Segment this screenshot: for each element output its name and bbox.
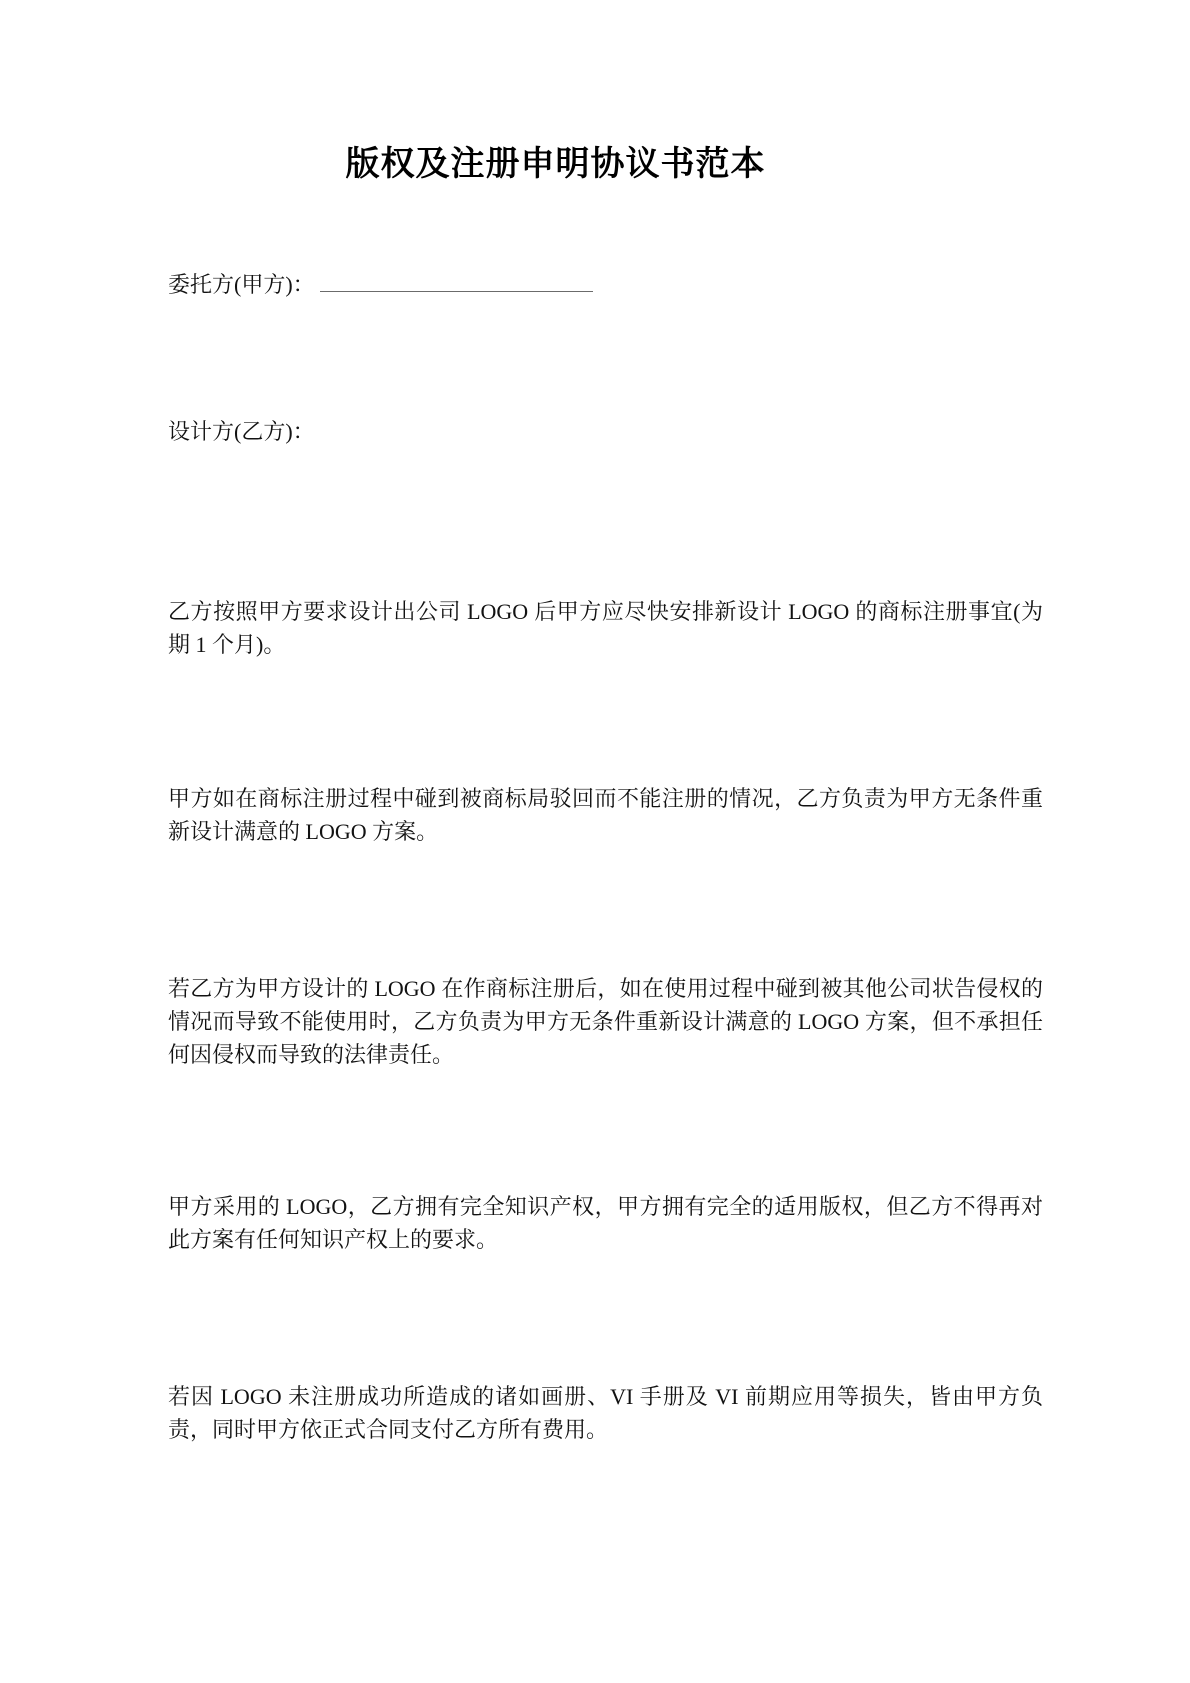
field-client-label: 委托方(甲方)：: [168, 272, 315, 297]
paragraph-rejection-redesign: 甲方如在商标注册过程中碰到被商标局驳回而不能注册的情况，乙方负责为甲方无条件重新设计满意的 LOGO 方案。: [168, 786, 1043, 844]
paragraph-infringement-liability: 若乙方为甲方设计的 LOGO 在作商标注册后，如在使用过程中碰到被其他公司状告侵权的情况而导致不能使用时，乙方负责为甲方无条件重新设计满意的 LOGO 方案，但不承担任何因侵权而导致的法律责任。: [168, 976, 1043, 1067]
field-client-blank-line[interactable]: [320, 268, 593, 292]
paragraph-trademark-registration: 乙方按照甲方要求设计出公司 LOGO 后甲方应尽快安排新设计 LOGO 的商标注册事宜(为期 1 个月)。: [168, 599, 1043, 657]
field-client: [168, 268, 1043, 301]
field-designer-label: 设计方(乙方)：: [168, 419, 315, 444]
paragraph-ip-ownership: 甲方采用的 LOGO，乙方拥有完全知识产权，甲方拥有完全的适用版权，但乙方不得再对此方案有任何知识产权上的要求。: [168, 1194, 1043, 1252]
paragraph-loss-responsibility: 若因 LOGO 未注册成功所造成的诸如画册、VI 手册及 VI 前期应用等损失，皆由甲方负责，同时甲方依正式合同支付乙方所有费用。: [168, 1384, 1043, 1442]
document-title: 版权及注册申明协议书范本: [345, 146, 766, 183]
field-designer: [168, 415, 1043, 448]
